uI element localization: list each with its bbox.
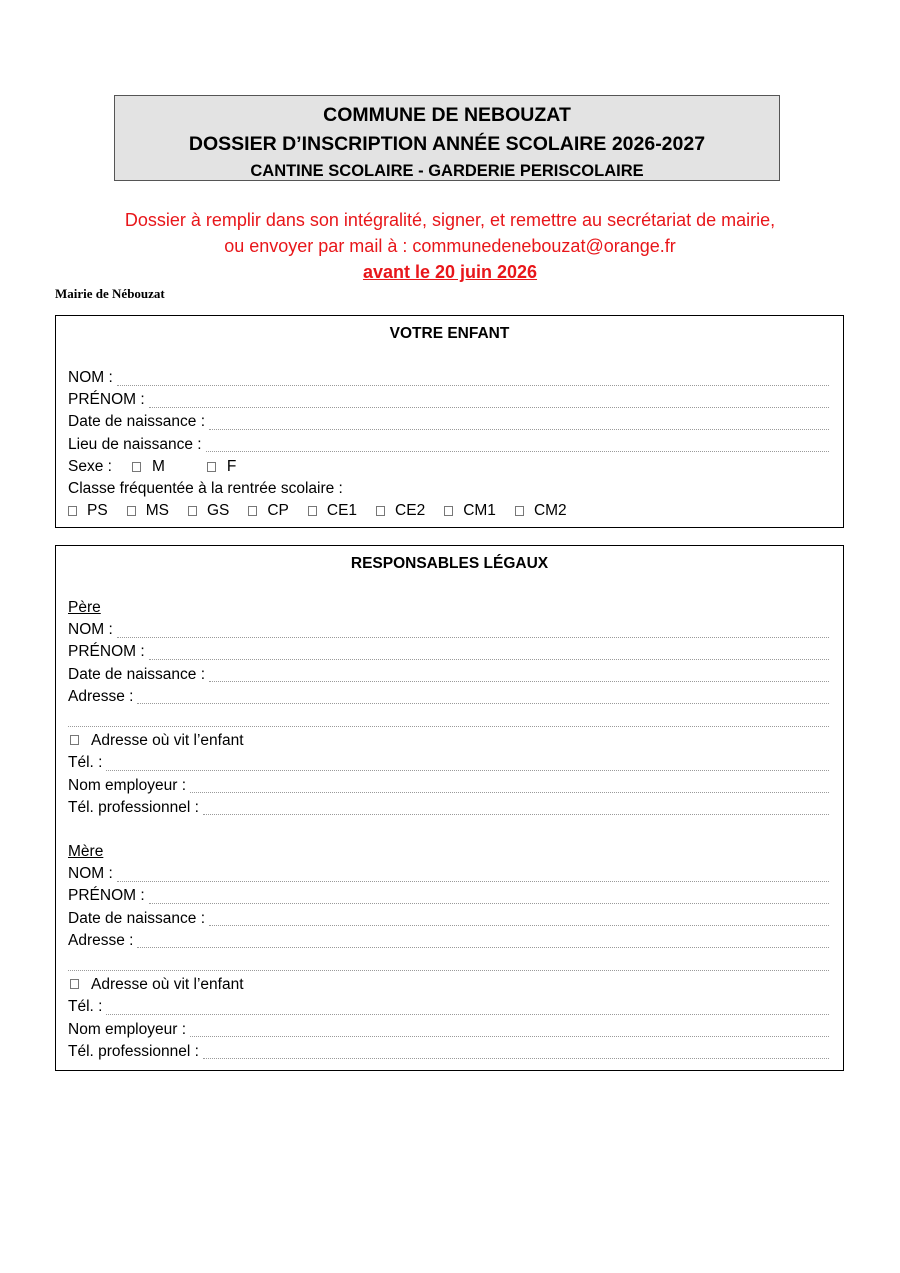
enfant-nom-field[interactable] [117,371,829,386]
pere-prenom-row [68,641,831,663]
header-box [114,95,780,181]
field-label: NOM : [68,865,113,883]
pere-heading-row [68,597,831,619]
classe-option-gs[interactable] [188,500,229,522]
adresse-enfant-label: Adresse où vit l’enfant [91,732,244,750]
mere-adresse-field[interactable] [137,933,829,948]
checkbox-icon[interactable] [132,462,141,472]
section-title: VOTRE ENFANT [389,325,510,342]
checkbox-icon[interactable] [68,506,77,516]
field-label: NOM : [68,621,113,639]
adresse-enfant-label: Adresse où vit l’enfant [91,976,244,994]
mere-adresse-line2-field[interactable] [68,956,829,971]
checkbox-icon[interactable] [308,506,317,516]
pere-employeur-field[interactable] [190,778,829,793]
option-label: GS [206,502,230,520]
section-title: RESPONSABLES LÉGAUX [350,555,549,572]
field-label: Date de naissance : [68,909,206,927]
mere-heading-row [68,841,831,863]
classe-option-ms[interactable] [127,500,169,522]
field-label: Nom employeur : [68,776,187,794]
classe-label: Classe fréquentée à la rentrée scolaire : [68,479,343,497]
sexe-label: Sexe : [68,457,112,475]
spacer [68,819,831,841]
checkbox-icon[interactable] [444,506,453,516]
pere-heading: Père [68,599,101,616]
mere-employeur-row [68,1019,831,1041]
pere-tel-pro-field[interactable] [203,800,829,815]
notice-line-1: Dossier à remplir dans son intégralité, signer, et remettre au secrétariat de mairie, [124,210,776,230]
enfant-sexe-row [68,456,831,478]
classe-option-cm1[interactable] [444,500,496,522]
mere-adresse-enfant-row [68,974,831,996]
option-label: M [151,457,165,475]
mere-tel-pro-row [68,1041,831,1063]
option-label: F [226,457,237,475]
commune-title: COMMUNE DE NEBOUZAT [323,104,571,126]
enfant-nom-row [68,367,831,389]
pere-adresse-enfant-row [68,730,831,752]
mere-prenom-field[interactable] [149,889,829,904]
instructions-notice [0,207,900,285]
pere-adresse-line2-field[interactable] [68,712,829,727]
field-label: Tél. professionnel : [68,1042,199,1060]
checkbox-icon[interactable] [127,506,136,516]
enfant-lieu-naissance-field[interactable] [206,437,829,452]
field-label: Tél. professionnel : [68,798,199,816]
pere-adresse-row [68,686,831,708]
pere-adresse-field[interactable] [137,689,829,704]
option-label: PS [87,502,108,520]
mere-prenom-row [68,885,831,907]
mere-nom-field[interactable] [117,867,829,882]
classe-option-ps[interactable] [68,500,108,522]
option-label: CM2 [533,502,567,520]
field-label: Adresse : [68,687,134,705]
section-votre-enfant [55,315,844,528]
field-label: Tél. : [68,998,103,1016]
option-label: CE2 [395,502,426,520]
classe-label-row [68,478,831,500]
mairie-label: Mairie de Nébouzat [55,286,165,301]
field-label: Nom employeur : [68,1020,187,1038]
checkbox-icon[interactable] [188,506,197,516]
pere-tel-field[interactable] [106,756,829,771]
option-label: CM1 [463,502,496,520]
mere-adresse-line2-row [68,952,831,974]
classe-options-row [68,500,831,522]
sexe-option-f[interactable] [207,456,236,478]
pere-tel-row [68,752,831,774]
sexe-option-m[interactable] [132,456,165,478]
pere-prenom-field[interactable] [149,645,829,660]
enfant-date-naissance-row [68,411,831,433]
option-label: CE1 [326,502,358,520]
checkbox-icon[interactable] [376,506,385,516]
pere-nom-field[interactable] [117,623,829,638]
checkbox-icon[interactable] [207,462,216,472]
option-label: CP [267,502,289,520]
enfant-prenom-row [68,389,831,411]
pere-adresse-line2-row [68,708,831,730]
field-label: Lieu de naissance : [68,435,202,453]
mere-tel-pro-field[interactable] [203,1044,829,1059]
checkbox-icon[interactable] [248,506,257,516]
pere-tel-pro-row [68,797,831,819]
field-label: NOM : [68,369,113,386]
services-title: CANTINE SCOLAIRE - GARDERIE PERISCOLAIRE [250,162,644,180]
field-label: Adresse : [68,931,134,949]
mere-date-naissance-row [68,908,831,930]
checkbox-icon[interactable] [70,979,79,989]
notice-line-2: ou envoyer par mail à : communedenebouzat@orange.fr [224,236,676,256]
enfant-date-naissance-field[interactable] [209,415,829,430]
pere-employeur-row [68,775,831,797]
pere-nom-row [68,619,831,641]
mere-nom-row [68,863,831,885]
checkbox-icon[interactable] [515,506,524,516]
enfant-lieu-naissance-row [68,434,831,456]
mere-employeur-field[interactable] [190,1022,829,1037]
field-label: Tél. : [68,754,103,772]
section-responsables-legaux [55,545,844,1071]
option-label: MS [145,502,169,520]
field-label: PRÉNOM : [68,887,145,905]
pere-date-naissance-row [68,664,831,686]
enfant-prenom-field[interactable] [149,393,829,408]
mere-tel-row [68,996,831,1018]
field-label: Date de naissance : [68,413,206,431]
dossier-title: DOSSIER D’INSCRIPTION ANNÉE SCOLAIRE 2026-2027 [188,133,706,155]
classe-option-ce1[interactable] [308,500,357,522]
deadline: avant le 20 juin 2026 [362,262,538,282]
checkbox-icon[interactable] [70,735,79,745]
field-label: Date de naissance : [68,665,206,683]
field-label: PRÉNOM : [68,643,145,661]
mere-adresse-row [68,930,831,952]
classe-option-ce2[interactable] [376,500,425,522]
classe-option-cm2[interactable] [515,500,567,522]
pere-date-naissance-field[interactable] [209,667,829,682]
mere-date-naissance-field[interactable] [209,911,829,926]
classe-option-cp[interactable] [248,500,289,522]
mere-heading: Mère [68,843,104,861]
mere-tel-field[interactable] [106,1000,829,1015]
field-label: PRÉNOM : [68,391,145,409]
